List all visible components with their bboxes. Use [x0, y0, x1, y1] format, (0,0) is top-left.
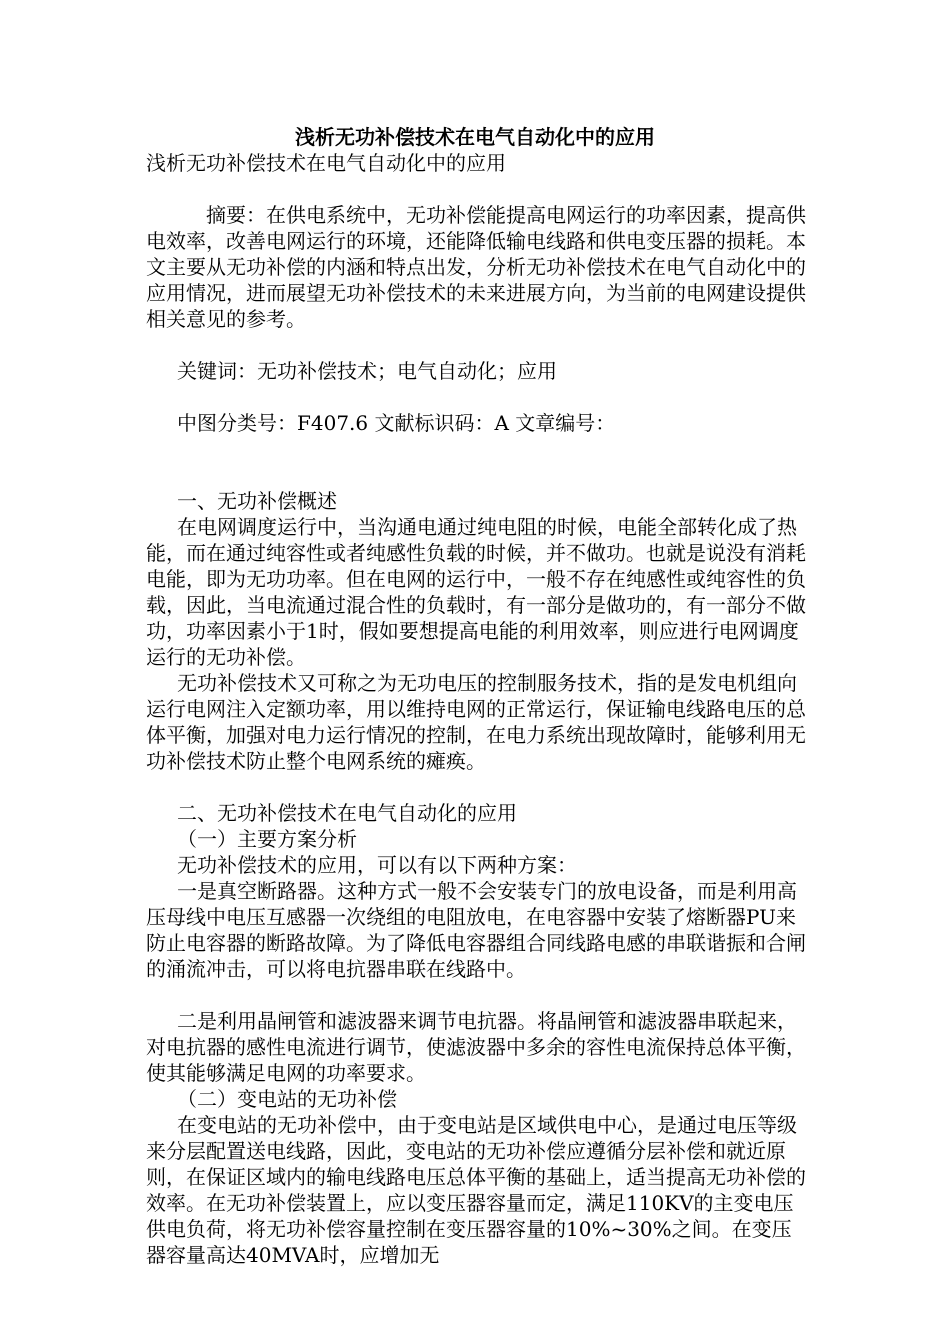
- document-body: [146, 150, 806, 1268]
- section-2-subheading-2: （二）变电站的无功补偿: [177, 1087, 397, 1111]
- section-1-paragraph-1: 在电网调度运行中，当沟通电通过纯电阻的时候，电能全部转化成了热能，而在通过纯容性或者纯感性负载的时候，并不做功。也就是说没有消耗电能，即为无功功率。但在电网的运行中，一般不存在纯感性或纯容性的负载，因此，当电流通过混合性的负载时，有一部分是做功的，有一部分不做功，功率因素小于1时，假如要想提高电能的利用效率，则应进行电网调度运行的无功补偿。: [146, 515, 806, 669]
- abstract-paragraph: 摘要：在供电系统中，无功补偿能提高电网运行的功率因素，提高供电效率，改善电网运行的环境，还能降低输电线路和供电变压器的损耗。本文主要从无功补偿的内涵和特点出发，分析无功补偿技术在电气自动化中的应用情况，进而展望无功补偿技术的未来进展方向，为当前的电网建设提供相关意见的参考。: [146, 203, 806, 331]
- document-title: 浅析无功补偿技术在电气自动化中的应用: [295, 125, 655, 149]
- section-2-intro: 无功补偿技术的应用，可以有以下两种方案：: [177, 853, 577, 877]
- section-2-plan-2: 二是利用晶闸管和滤波器来调节电抗器。将晶闸管和滤波器串联起来，对电抗器的感性电流进行调节，使滤波器中多余的容性电流保持总体平衡，使其能够满足电网的功率要求。: [146, 1009, 806, 1085]
- section-2-heading: 二、无功补偿技术在电气自动化的应用: [177, 801, 517, 825]
- document-subtitle: 浅析无功补偿技术在电气自动化中的应用: [146, 151, 506, 175]
- section-2-substation-paragraph: 在变电站的无功补偿中，由于变电站是区域供电中心，是通过电压等级来分层配置送电线路，因此，变电站的无功补偿应遵循分层补偿和就近原则，在保证区域内的输电线路电压总体平衡的基础上，适当提高无功补偿的效率。在无功补偿装置上，应以变压器容量而定，满足110KV的主变电压供电负荷，将无功补偿容量控制在变压器容量的10%~30%之间。在变压器容量高达40MVA时，应增加无: [146, 1113, 806, 1267]
- classification-line: 中图分类号：F407.6 文献标识码：A 文章编号：: [177, 411, 616, 435]
- section-2-plan-1: 一是真空断路器。这种方式一般不会安装专门的放电设备，而是利用高压母线中电压互感器一次绕组的电阻放电，在电容器中安装了熔断器PU来防止电容器的断路故障。为了降低电容器组合同线路电感的串联谐振和合闸的涌流冲击，可以将电抗器串联在线路中。: [146, 879, 806, 981]
- keywords-line: 关键词：无功补偿技术；电气自动化；应用: [177, 359, 557, 383]
- section-2-subheading-1: （一）主要方案分析: [177, 827, 357, 851]
- section-1-heading: 一、无功补偿概述: [177, 489, 337, 513]
- section-1-paragraph-2: 无功补偿技术又可称之为无功电压的控制服务技术，指的是发电机组向运行电网注入定额功率，用以维持电网的正常运行，保证输电线路电压的总体平衡，加强对电力运行情况的控制，在电力系统出现故障时，能够利用无功补偿技术防止整个电网系统的瘫痪。: [146, 671, 806, 773]
